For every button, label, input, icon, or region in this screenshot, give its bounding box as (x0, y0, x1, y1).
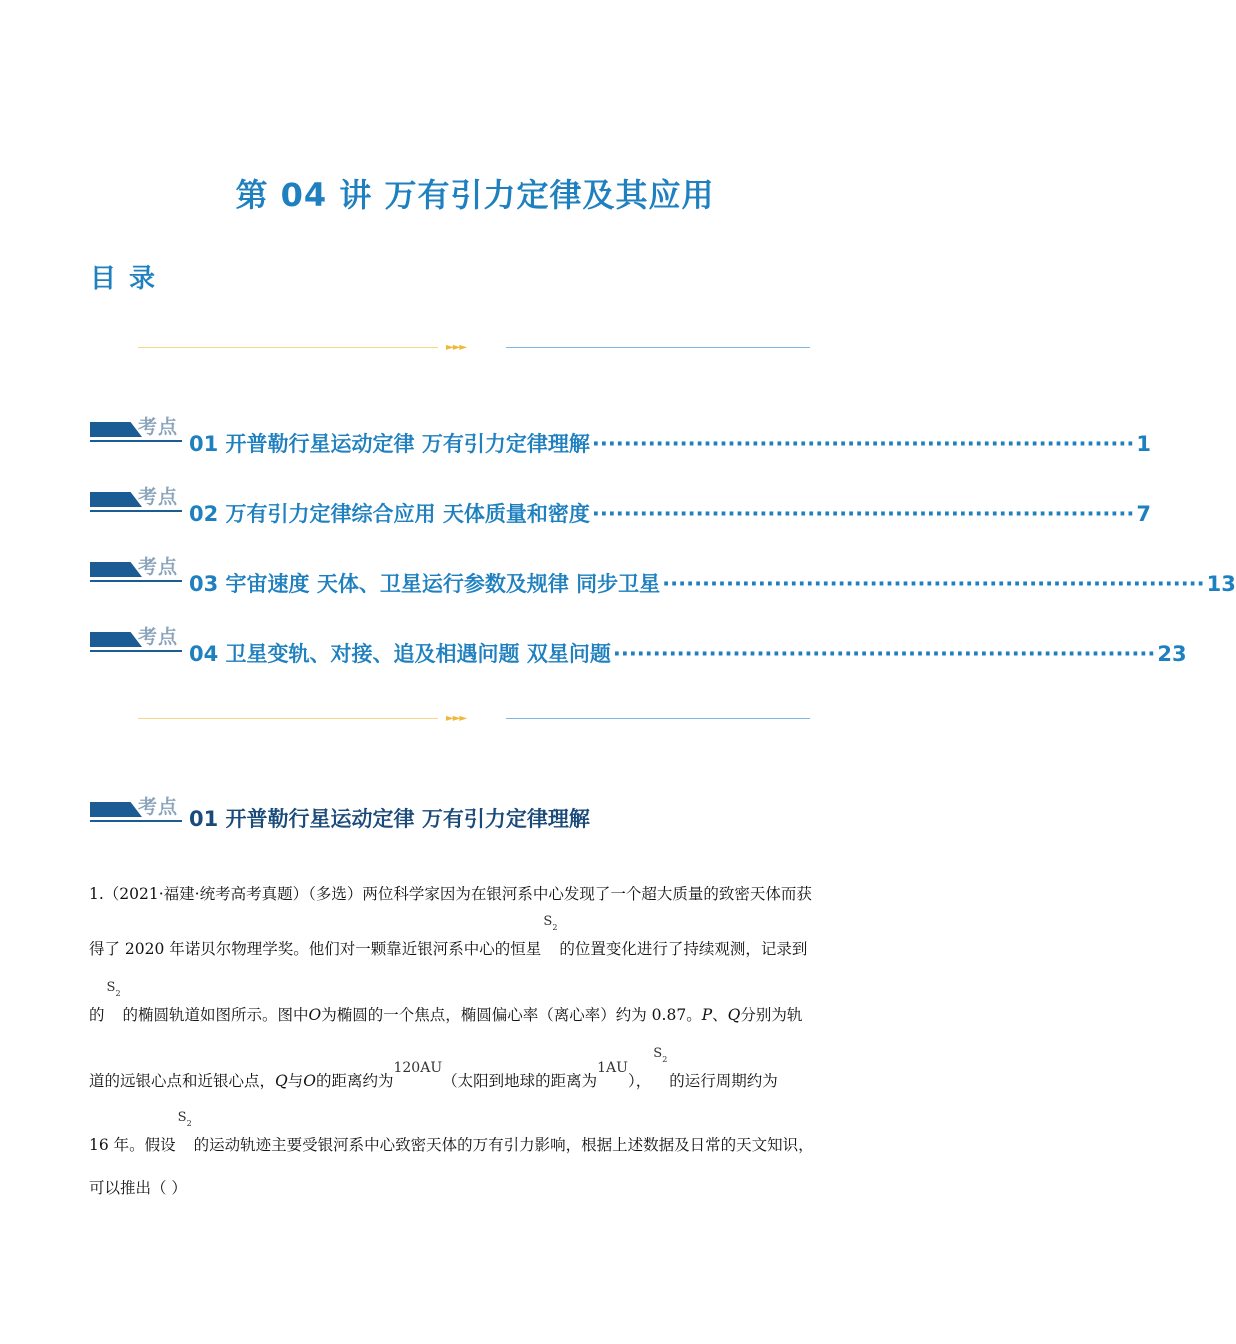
badge-label: 考点 (138, 486, 179, 508)
page-title: 第 04 讲 万有引力定律及其应用 (235, 176, 715, 214)
question-line: 的 S 2 的椭圆轨道如图所示。图中O为椭圆的一个焦点，椭圆偏心率（离心率）约为 0.87。P、Q分别为轨 (89, 980, 803, 1024)
toc-page-number: 13 (1206, 572, 1236, 596)
badge-label: 考点 (138, 626, 179, 648)
divider-top (138, 342, 810, 354)
badge-label: 考点 (138, 416, 179, 438)
badge-label: 考点 (138, 796, 179, 818)
s2-symbol: S 2 (653, 1046, 668, 1064)
distance-value: 120AU (393, 1060, 443, 1076)
toc-page-number: 1 (1136, 432, 1151, 456)
toc-entry[interactable] (189, 568, 1236, 598)
toc-dots: ···································································· (612, 642, 1156, 666)
kaodian-badge (90, 484, 186, 512)
toc-heading: 目 录 (90, 264, 158, 294)
badge-label: 考点 (138, 556, 179, 578)
toc-entry-text: 04 卫星变轨、对接、追及相遇问题 双星问题 (189, 642, 611, 666)
toc-page-number: 23 (1157, 642, 1187, 666)
toc-dots: ···································································· (591, 502, 1135, 526)
s2-symbol: S 2 (177, 1110, 192, 1128)
kaodian-badge (90, 554, 186, 582)
question-line: 得了 2020 年诺贝尔物理学奖。他们对一颗靠近银河系中心的恒星 S 2 的位置变化进行了持续观测，记录到 (89, 914, 808, 958)
toc-entry[interactable] (189, 498, 1151, 528)
toc-dots: ···································································· (591, 432, 1135, 456)
au-value: 1AU (597, 1060, 628, 1076)
s2-symbol: S 2 (543, 914, 558, 932)
toc-entry-text: 01 开普勒行星运动定律 万有引力定律理解 (189, 432, 590, 456)
kaodian-badge (90, 794, 186, 822)
divider-arrows: ►►► (446, 342, 467, 353)
divider-arrows: ►►► (446, 713, 467, 724)
question-line: 16 年。假设 S 2 的运动轨迹主要受银河系中心致密天体的万有引力影响，根据上述数据及日常的天文知识， (89, 1110, 814, 1154)
kaodian-badge (90, 414, 186, 442)
toc-dots: ···································································· (662, 572, 1205, 596)
section-title: 01 开普勒行星运动定律 万有引力定律理解 (189, 807, 590, 831)
question-line: 道的远银心点和近银心点，Q与O的距离约为120AU（太阳到地球的距离为1AU）， S 2 的运行周期约为 (89, 1046, 778, 1090)
toc-entry[interactable] (189, 428, 1151, 458)
question-line: 可以推出（ ） (89, 1179, 187, 1197)
toc-page-number: 7 (1136, 502, 1151, 526)
divider-bottom (138, 713, 810, 725)
question-line: 1.（2021·福建·统考高考真题）（多选）两位科学家因为在银河系中心发现了一个超大质量的致密天体而获 (89, 885, 812, 903)
toc-entry[interactable] (189, 638, 1187, 668)
s2-symbol: S 2 (106, 980, 121, 998)
toc-entry-text: 02 万有引力定律综合应用 天体质量和密度 (189, 502, 590, 526)
toc-entry-text: 03 宇宙速度 天体、卫星运行参数及规律 同步卫星 (189, 572, 661, 596)
kaodian-badge (90, 624, 186, 652)
